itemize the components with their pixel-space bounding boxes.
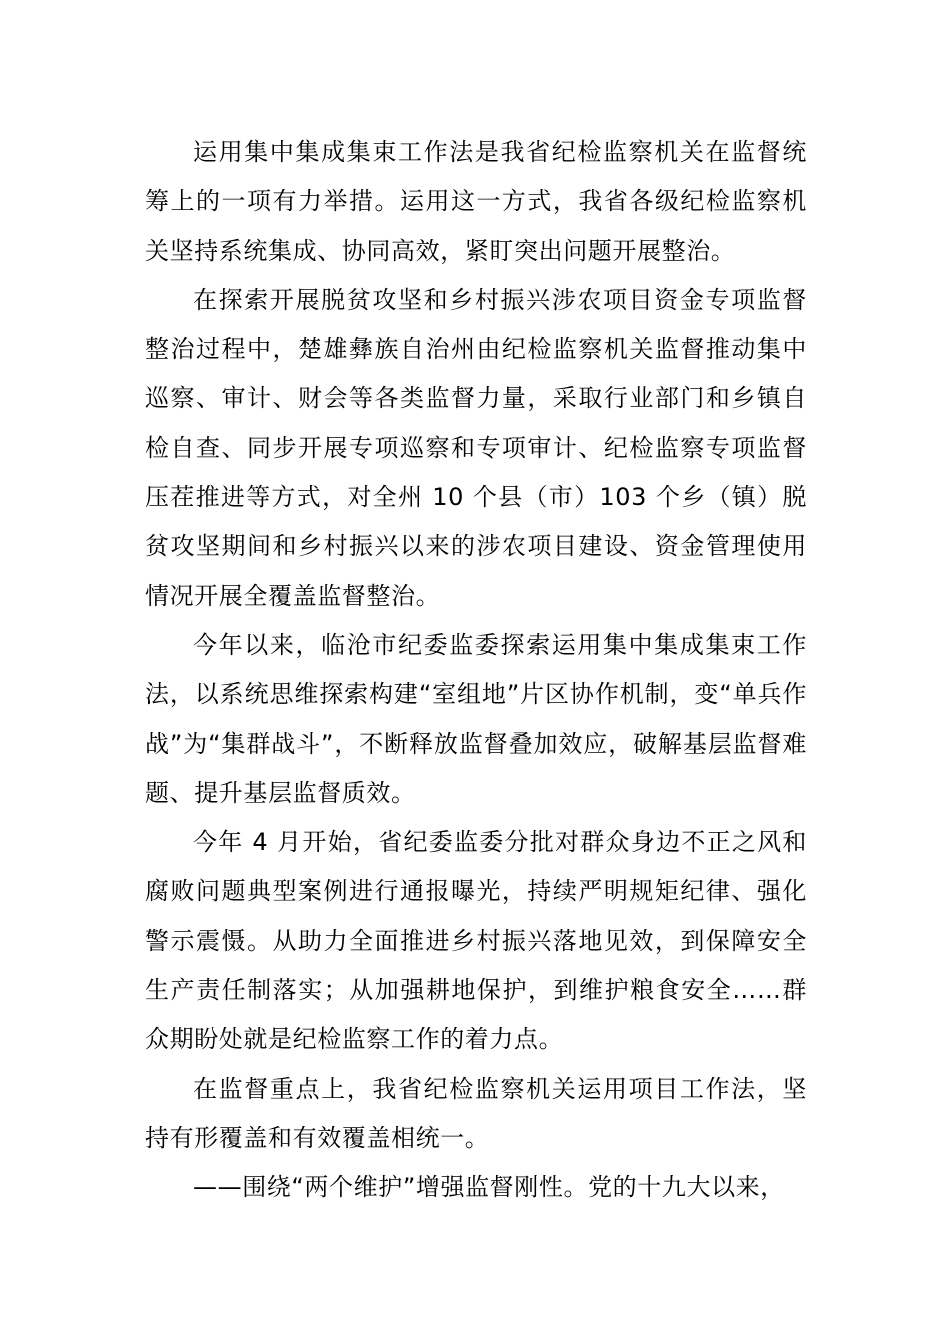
paragraph-2: 在探索开展脱贫攻坚和乡村振兴涉农项目资金专项监督整治过程中，楚雄彝族自治州由纪检监察机关监督推动集中巡察、审计、财会等各类监督力量，采取行业部门和乡镇自检自查、同步开展专项巡察和专项审计、纪检监察专项监督压茬推进等方式，对全州 10 个县（市）103 个乡（镇）脱贫攻坚期间和乡村振兴以来的涉农项目建设、资金管理使用情况开展全覆盖监督整治。 bbox=[145, 285, 807, 610]
paragraph-6: ——围绕“两个维护”增强监督刚性。党的十九大以来， bbox=[193, 1173, 785, 1202]
paragraph-3: 今年以来，临沧市纪委监委探索运用集中集成集束工作法，以系统思维探索构建“室组地”片区协作机制，变“单兵作战”为“集群战斗”，不断释放监督叠加效应，破解基层监督难题、提升基层监督质效。 bbox=[145, 630, 807, 807]
document-page bbox=[145, 128, 807, 1213]
paragraph-5: 在监督重点上，我省纪检监察机关运用项目工作法，坚持有形覆盖和有效覆盖相统一。 bbox=[145, 1074, 807, 1152]
paragraph-4: 今年 4 月开始，省纪委监委分批对群众身边不正之风和腐败问题典型案例进行通报曝光，持续严明规矩纪律、强化警示震慑。从助力全面推进乡村振兴落地见效，到保障安全生产责任制落实；从加强耕地保护，到维护粮食安全……群众期盼处就是纪检监察工作的着力点。 bbox=[145, 828, 807, 1054]
paragraph-1: 运用集中集成集束工作法是我省纪检监察机关在监督统筹上的一项有力举措。运用这一方式，我省各级纪检监察机关坚持系统集成、协同高效，紧盯突出问题开展整治。 bbox=[145, 138, 807, 265]
